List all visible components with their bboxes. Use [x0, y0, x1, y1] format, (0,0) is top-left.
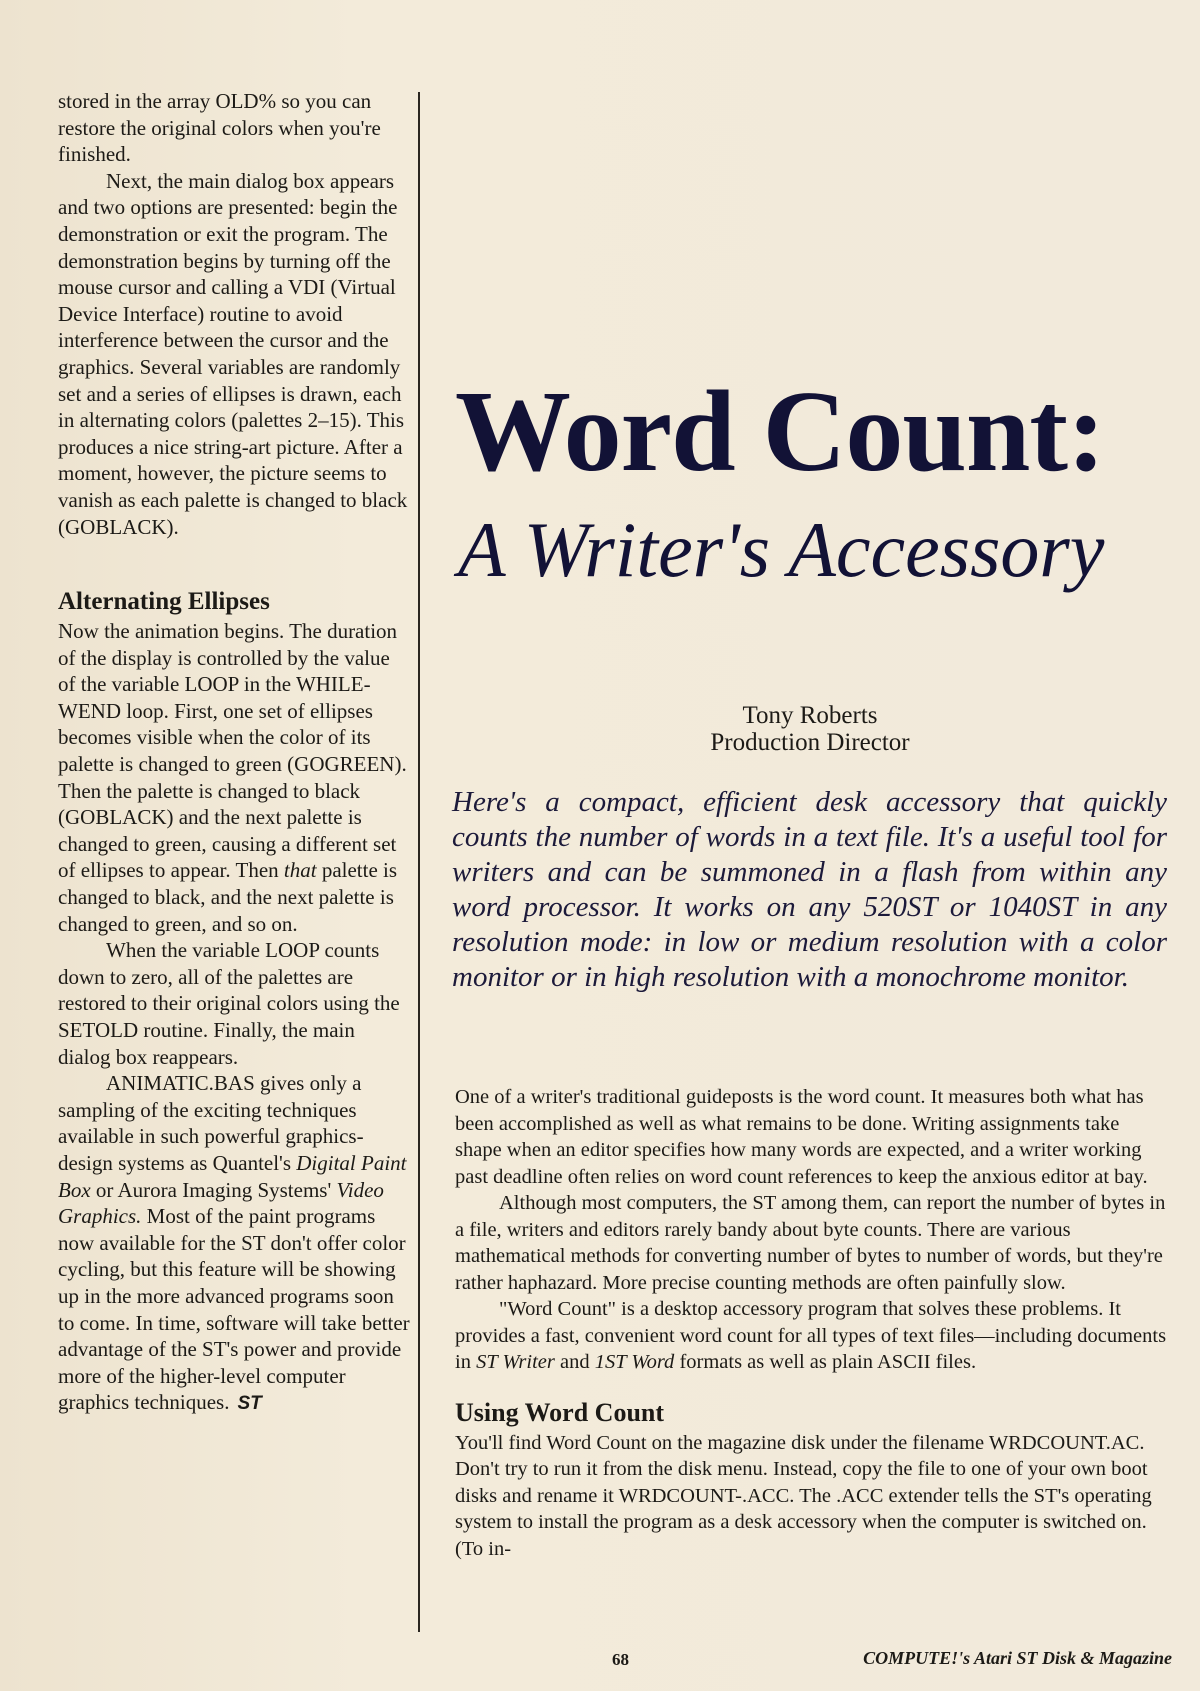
- section-heading: Alternating Ellipses: [58, 588, 270, 616]
- emphasis: ST Writer: [476, 1351, 555, 1373]
- page-number: 68: [612, 1650, 629, 1669]
- article-deck: Here's a compact, efficient desk accessory that quickly counts the number of words in a text file. It's a useful tool for writers and can be summoned in a flash from within any word processor. It works on any 520ST or 1040ST in any resolution mode: in low or medium resolution with a color monitor or in high resolution with a monochrome monitor.: [452, 786, 1167, 993]
- text-run: ANIMATIC.BAS gives only a sampling of the exciting techniques available in such powerful graphics-design systems as Quantel's: [58, 1071, 364, 1175]
- emphasis: Digital Paint Box: [58, 1150, 407, 1202]
- emphasis: that: [283, 858, 317, 883]
- text-run: formats as well as plain ASCII files.: [674, 1351, 977, 1373]
- text-run: Now the animation begins. The duration of the display is controlled by the value of the variable LOOP in the WHILE-WEND loop. First, one set of ellipses becomes visible when the color of its palette is changed to green (GOGREEN). Then the palette is changed to black (GOBLACK) and the next palette is changed to green, causing a different set of ellipses to appear. Then: [58, 619, 407, 883]
- paragraph: Although most computers, the ST among them, can report the number of bytes in a file, writers and editors rarely bandy about byte counts. There are various mathematical methods for converting number of bytes to number of words, but they're rather haphazard. More precise counting methods are often painfully slow.: [455, 1192, 1166, 1294]
- text-run: and: [554, 1351, 595, 1373]
- paragraph: You'll find Word Count on the magazine disk under the filename WRDCOUNT.AC. Don't try to run it from the disk menu. Instead, copy the file to one of your own boot disks and rename it WRDCOUNT-.ACC. The .ACC extender tells the ST's operating system to install the program as a desk accessory when the computer is switched on. (To in-: [455, 1431, 1152, 1560]
- end-mark: ST: [237, 1393, 262, 1415]
- text-run: or Aurora Imaging Systems': [90, 1177, 337, 1202]
- magazine-name: COMPUTE!'s Atari ST Disk & Magazine: [863, 1648, 1172, 1668]
- paragraph: [58, 618, 410, 937]
- paragraph: stored in the array OLD% so you can restore the original colors when you're finished.: [58, 89, 381, 167]
- article-body: [455, 1084, 1168, 1562]
- text-run: Most of the paint programs now available for the ST don't offer color cycling, but this feature will be showing up in the more advanced programs soon to come. In time, software will take better advantage of the ST's power and provide more of the higher-level computer graphics techniques.: [58, 1204, 410, 1415]
- author-role: Production Director: [710, 729, 910, 756]
- paragraph: One of a writer's traditional guideposts is the word count. It measures both what has been accomplished as well as what remains to be done. Writing assignments take shape when an editor specifies how many words are expected, and a writer working past deadline often relies on word count references to keep the anxious editor at bay.: [455, 1086, 1148, 1188]
- paragraph: When the variable LOOP counts down to zero, all of the palettes are restored to their original colors using the SETOLD routine. Finally, the main dialog box reappears.: [58, 938, 400, 1069]
- column-rule: [418, 92, 420, 1632]
- article-subtitle: A Writer's Accessory: [458, 506, 1105, 593]
- text-run: palette is changed to black, and the next palette is changed to green, and so on.: [58, 858, 398, 936]
- paragraph: [58, 1070, 410, 1418]
- byline: [610, 702, 1010, 756]
- section-heading: Using Word Count: [455, 1397, 665, 1427]
- paragraph: Next, the main dialog box appears and two options are presented: begin the demonstration or exit the program. The demonstration begins by turning off the mouse cursor and calling a VDI (Virtual Device Interface) routine to avoid interference between the cursor and the graphics. Several variables are randomly set and a series of ellipses is drawn, each in alternating colors (palettes 2–15). This produces a nice string-art picture. After a moment, however, the picture seems to vanish as each palette is changed to black (GOBLACK).: [58, 168, 408, 539]
- left-column: [58, 88, 410, 1418]
- paragraph: [455, 1296, 1168, 1376]
- author-name: Tony Roberts: [742, 702, 878, 729]
- text-run: "Word Count" is a desktop accessory program that solves these problems. It provides a fast, convenient word count for all types of text files—including documents in: [455, 1298, 1167, 1373]
- emphasis: 1ST Word: [594, 1351, 675, 1373]
- article-title: Word Count:: [455, 368, 1105, 496]
- emphasis: Video Graphics.: [58, 1177, 384, 1229]
